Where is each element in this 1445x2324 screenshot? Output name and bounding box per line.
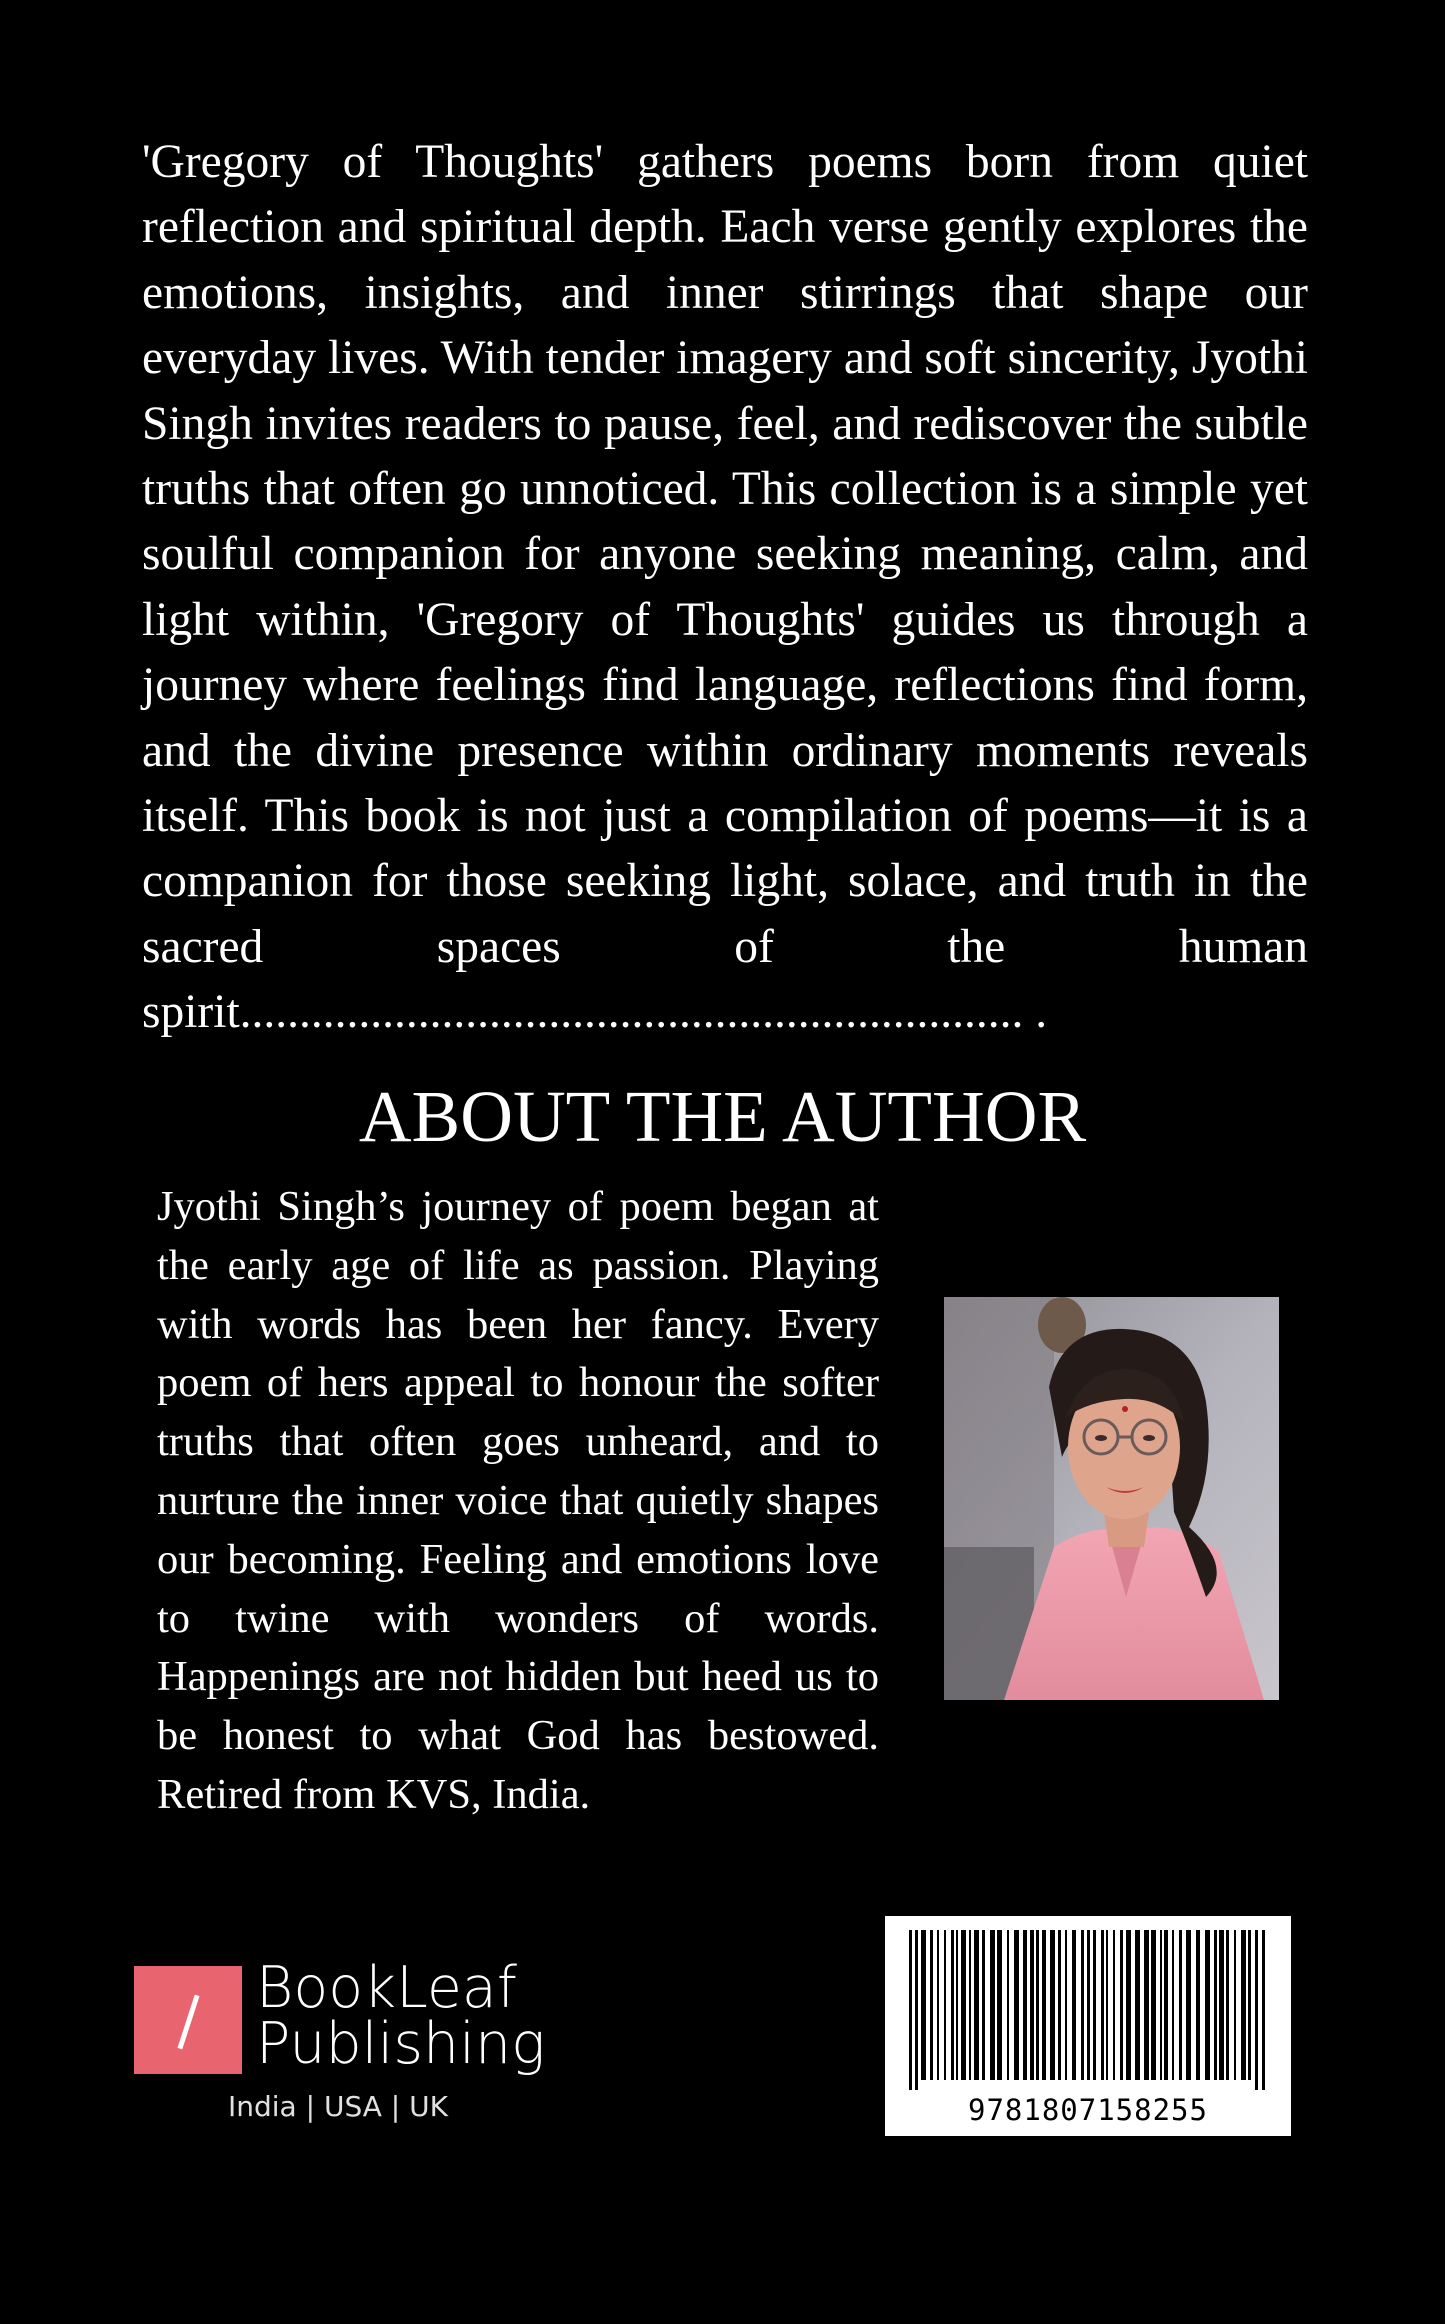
- publisher-logo: [134, 1955, 554, 2138]
- book-blurb: 'Gregory of Thoughts' gathers poems born from quiet reflection and spiritual depth. Each verse gently explores the emotions, insights, and inner stirrings that shape our everyday lives. With tender imagery and soft sincerity, Jyothi Singh invites readers to pause, feel, and rediscover the subtle truths that often go unnoticed. This collection is a simple yet soulful companion for anyone seeking meaning, calm, and light within, 'Gregory of Thoughts' guides us through a journey where feelings find language, reflections find form, and the divine presence within ordinary moments reveals itself. This book is not just a compilation of poems—it is a companion for those seeking light, solace, and truth in the sacred spaces of the human spirit.................................................................. .: [142, 136, 1308, 1039]
- publisher-name-line2: Publishing: [256, 2011, 546, 2077]
- about-author-heading: ABOUT THE AUTHOR: [358, 1076, 1087, 1157]
- isbn-barcode: [885, 1916, 1291, 2136]
- author-bio: Jyothi Singh’s journey of poem began at the early age of life as passion. Playing with words has been her fancy. Every poem of hers appeal to honour the softer truths that often goes unheard, and to nurture the inner voice that quietly shapes our becoming. Feeling and emotions love to twine with wonders of words. Happenings are not hidden but heed us to be honest to what God has bestowed. Retired from KVS, India.: [157, 1183, 879, 1818]
- isbn-number: 9781807158255: [968, 2093, 1208, 2127]
- publisher-name-line1: BookLeaf: [256, 1955, 517, 2021]
- publisher-regions: India | USA | UK: [228, 2090, 448, 2123]
- slash-icon: [134, 1966, 242, 2074]
- author-photo: [944, 1297, 1279, 1700]
- barcode-icon: [907, 1930, 1269, 2090]
